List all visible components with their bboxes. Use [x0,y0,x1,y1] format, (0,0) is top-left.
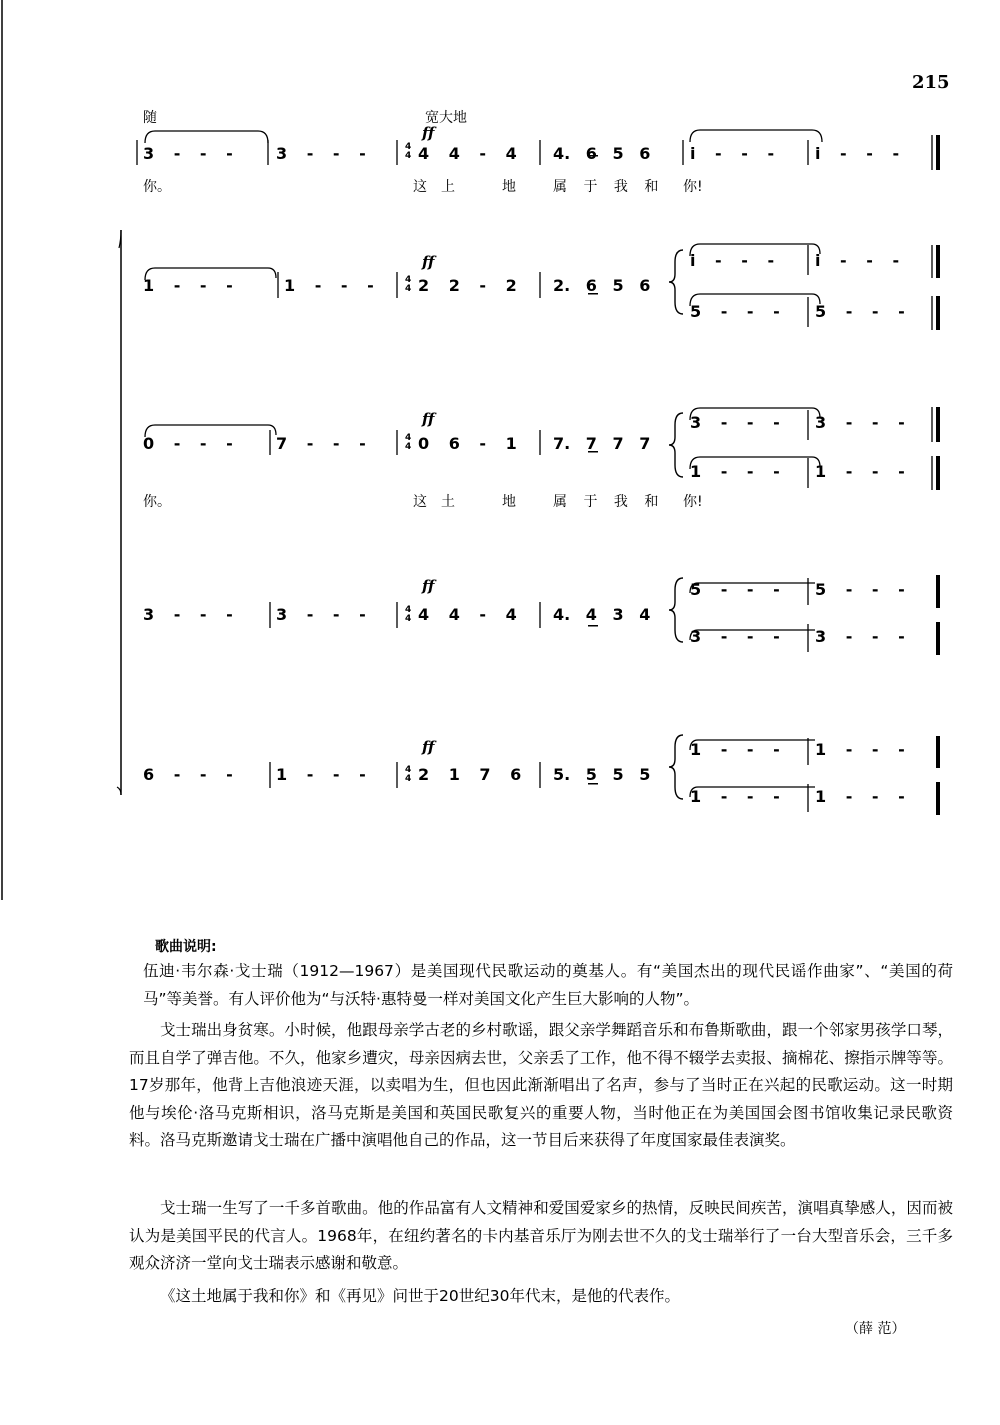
notes-paragraph: 伍迪·韦尔森·戈士瑞（1912—1967）是美国现代民歌运动的奠基人。有“美国杰出的现代民谣作曲家”、“美国的荷马”等美誉。有人评价他为“与沃特·惠特曼一样对美国文化产生巨大影响的人物”。 [143,962,953,1008]
lower-part: 1 - - - [815,787,905,806]
lyric: 地 [502,494,516,510]
measure-4: 2. 6 5 6 [553,276,651,295]
lower-part: 3 - - - [690,627,780,646]
lyric: 你。 [143,179,171,195]
time-signature: 4 4 [405,433,412,452]
measure-1: 6 - - - [143,765,233,784]
notes-heading: 歌曲说明: [155,939,217,955]
lower-part: 1 - - - [815,462,905,481]
dynamic-mark: ff [422,410,435,428]
lyric: 你! [683,179,703,195]
measure-5: i - - - [690,144,775,163]
upper-part: 1 - - - [815,740,905,759]
lyric: 属 于 我 和 [553,494,659,510]
page-number: 215 [912,72,950,93]
lower-part: 3 - - - [815,627,905,646]
upper-part: 3 - - - [815,413,905,432]
measure-4: 5. 5 5 5 [553,765,651,784]
author-signature: （薛 范） [845,1321,906,1337]
measure-2: 3 - - - [276,605,366,624]
lyric: 你。 [143,494,171,510]
measure-2: 1 - - - [284,276,374,295]
upper-part: 1 - - - [690,740,780,759]
measure-6: i - - - [815,144,900,163]
measure-2: 3 - - - [276,144,366,163]
dynamic-mark: ff [422,253,435,271]
lyric: 属 于 我 和 [553,179,659,195]
dynamic-mark: ff [422,738,435,756]
measure-1: 0 - - - [143,434,233,453]
lyric: 你! [683,494,703,510]
lower-part: 5 - - - [815,302,905,321]
dynamic-mark: ff [422,577,435,595]
lyric: 这上 [413,179,469,195]
lower-part: 5 - - - [690,302,780,321]
time-signature: 4 4 [405,765,412,784]
tempo-annotation: 随 [143,110,157,126]
upper-part: 3 - - - [690,413,780,432]
measure-1: 1 - - - [143,276,233,295]
measure-1: 3 - - - [143,144,233,163]
notes-paragraph: 戈士瑞出身贫寒。小时候，他跟母亲学古老的乡村歌谣，跟父亲学舞蹈音乐和布鲁斯歌曲，跟一个邻家男孩学口琴，而且自学了弹吉他。不久，他家乡遭灾，母亲因病去世，父亲丢了工作，他不得不辍学去卖报、摘棉花、擦指示牌等等。17岁那年，他背上吉他浪迹天涯，以卖唱为生，但也因此渐渐唱出了名声，参与了当时正在兴起的民歌运动。这一时期他与埃伦·洛马克斯相识，洛马克斯是美国和英国民歌复兴的重要人物，当时他正在为美国国会图书馆收集记录民歌资料。洛马克斯邀请戈士瑞在广播中演唱他自己的作品，这一节目后来获得了年度国家最佳表演奖。 [129,1021,953,1149]
lower-part: 1 - - - [690,462,780,481]
upper-part: 5 - - - [815,580,905,599]
measure-2: 1 - - - [276,765,366,784]
measure-3: 4 4 - 4 [418,605,517,624]
measure-3: 4 4 - 4 [418,144,517,163]
expression-annotation: 宽大地 [425,110,467,126]
notes-paragraph: 《这土地属于我和你》和《再见》问世于20世纪30年代末，是他的代表作。 [160,1287,680,1305]
measure-3: 2 2 - 2 [418,276,517,295]
measure-4: 4. 6 5 6 [553,144,651,163]
measure-4: 7. 7 7 7 [553,434,651,453]
measure-3: 0 6 - 1 [418,434,517,453]
measure-2: 7 - - - [276,434,366,453]
lower-part: 1 - - - [690,787,780,806]
measure-3: 2 1 7 6 [418,765,522,784]
measure-4: 4. 4 3 4 [553,605,651,624]
lyric: 地 [502,179,516,195]
measure-1: 3 - - - [143,605,233,624]
time-signature: 4 4 [405,605,412,624]
upper-part: i - - - [690,251,775,270]
dynamic-mark: ff [422,124,435,142]
upper-part: 5 - - - [690,580,780,599]
upper-part: i - - - [815,251,900,270]
time-signature: 4 4 [405,275,412,294]
lyric: 这土 [413,494,469,510]
time-signature: 4 4 [405,142,412,161]
notes-paragraph: 戈士瑞一生写了一千多首歌曲。他的作品富有人文精神和爱国爱家乡的热情，反映民间疾苦，演唱真挚感人，因而被认为是美国平民的代言人。1968年，在纽约著名的卡内基音乐厅为刚去世不久的戈士瑞举行了一台大型音乐会，三千多观众济济一堂向戈士瑞表示感谢和敬意。 [129,1199,953,1272]
